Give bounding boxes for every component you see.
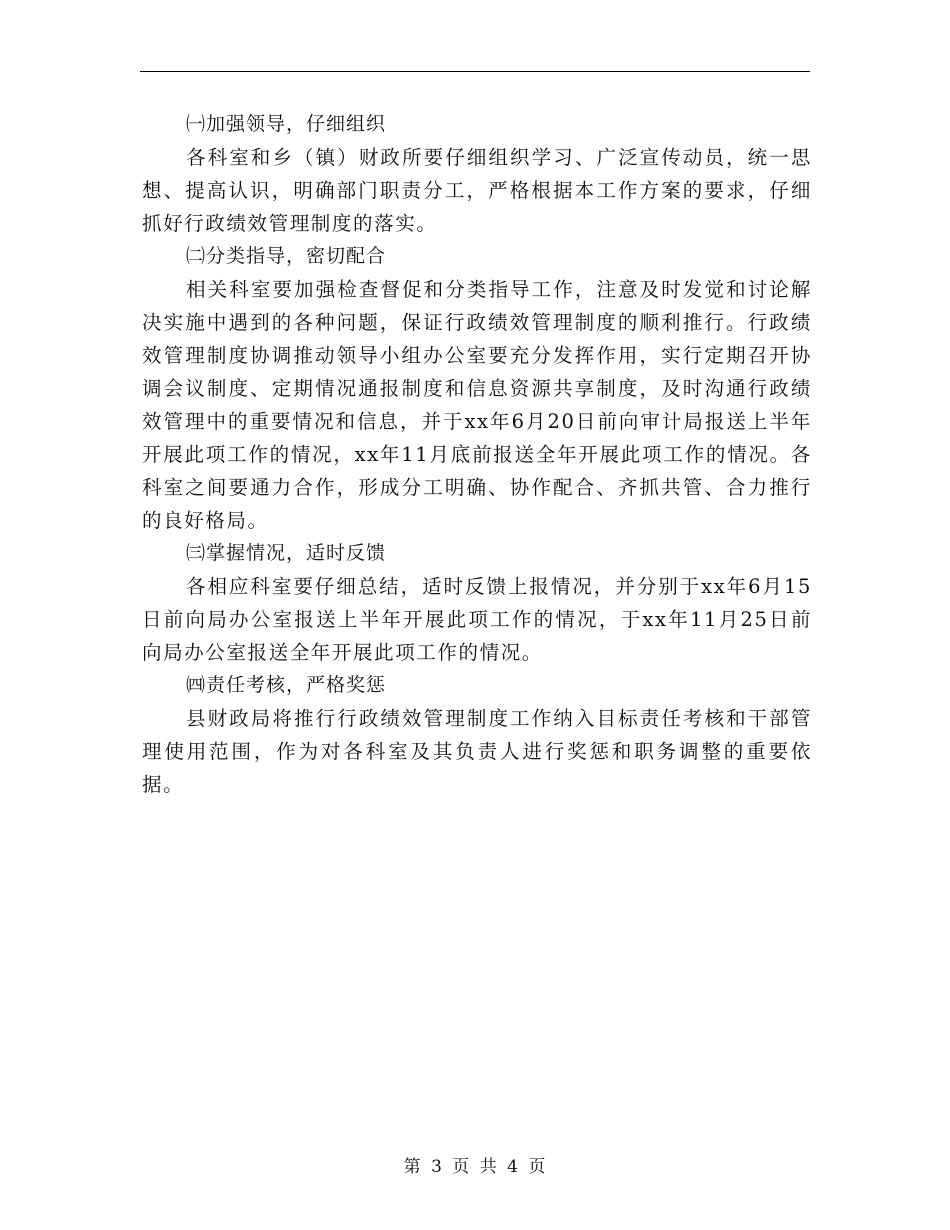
document-body: [142, 108, 812, 801]
section-heading: ㈠加强领导，仔细组织: [186, 113, 387, 135]
section-paragraph: 各相应科室要仔细总结，适时反馈上报情况，并分别于xx年6月15日前向局办公室报送上半年开展此项工作的情况，于xx年11月25日前向局办公室报送全年开展此项工作的情况。: [142, 575, 812, 664]
section-heading: ㈣责任考核，严格奖惩: [186, 674, 387, 696]
section-paragraph: 县财政局将推行行政绩效管理制度工作纳入目标责任考核和干部管理使用范围，作为对各科室及其负责人进行奖惩和职务调整的重要依据。: [142, 707, 812, 796]
header-rule: [140, 71, 810, 72]
section-heading: ㈢掌握情况，适时反馈: [186, 542, 387, 564]
section-heading: ㈡分类指导，密切配合: [186, 245, 387, 267]
page-number-footer: 第 3 页 共 4 页: [403, 1157, 547, 1177]
section-paragraph: 相关科室要加强检查督促和分类指导工作，注意及时发觉和讨论解决实施中遇到的各种问题，保证行政绩效管理制度的顺利推行。行政绩效管理制度协调推动领导小组办公室要充分发挥作用，实行定期召开协调会议制度、定期情况通报制度和信息资源共享制度，及时沟通行政绩效管理中的重要情况和信息，并于xx年6月20日前向审计局报送上半年开展此项工作的情况，xx年11月底前报送全年开展此项工作的情况。各科室之间要通力合作，形成分工明确、协作配合、齐抓共管、合力推行的良好格局。: [142, 278, 812, 532]
section-paragraph: 各科室和乡（镇）财政所要仔细组织学习、广泛宣传动员，统一思想、提高认识，明确部门职责分工，严格根据本工作方案的要求，仔细抓好行政绩效管理制度的落实。: [142, 146, 812, 235]
